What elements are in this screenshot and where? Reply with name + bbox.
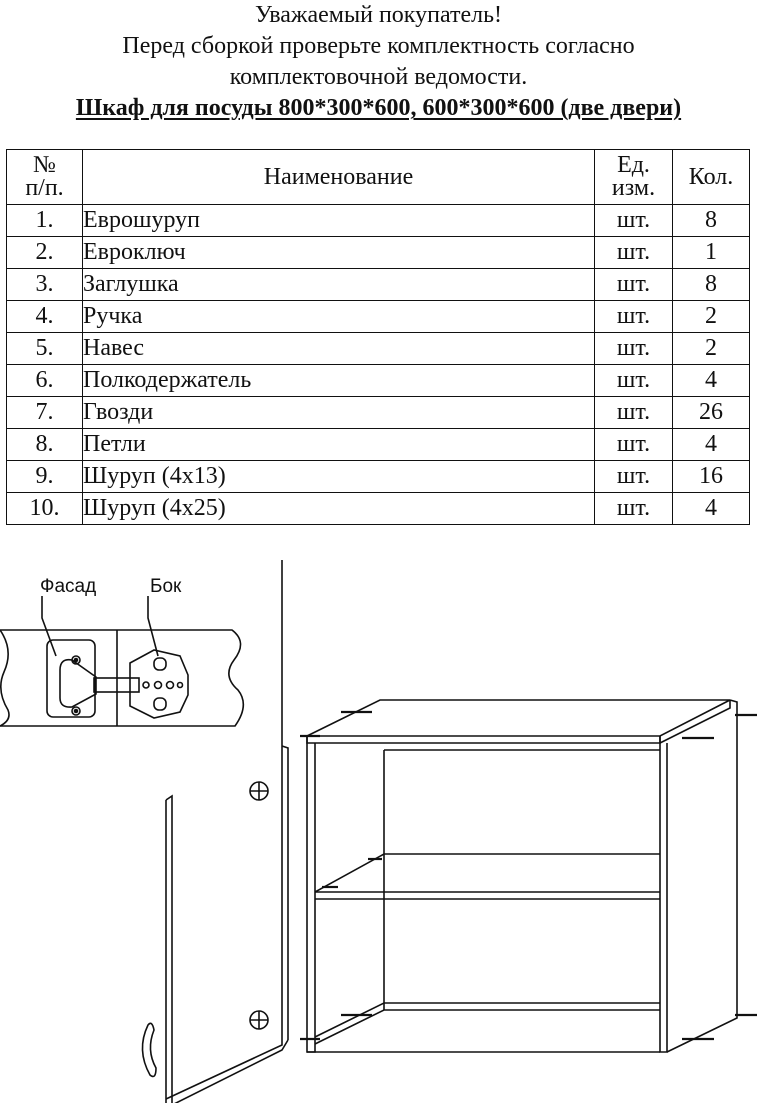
document-header — [0, 0, 757, 124]
row-number: 2. — [7, 237, 83, 269]
col-header-num: № п/п. — [7, 150, 83, 205]
row-quantity: 2 — [673, 301, 750, 333]
row-quantity: 4 — [673, 365, 750, 397]
cabinet-carcass — [300, 700, 757, 1052]
document-title: Шкаф для посуды 800*300*600, 600*300*600 (две двери) — [75, 95, 682, 121]
row-number: 7. — [7, 397, 83, 429]
row-number: 8. — [7, 429, 83, 461]
row-number: 5. — [7, 333, 83, 365]
row-unit: шт. — [595, 397, 673, 429]
row-name: Шуруп (4х13) — [83, 461, 595, 493]
row-name: Гвозди — [83, 397, 595, 429]
row-number: 10. — [7, 493, 83, 525]
col-header-unit: Ед. изм. — [595, 150, 673, 205]
table-row — [7, 301, 750, 333]
table-row — [7, 333, 750, 365]
row-quantity: 1 — [673, 237, 750, 269]
row-unit: шт. — [595, 333, 673, 365]
row-name: Навес — [83, 333, 595, 365]
row-number: 1. — [7, 205, 83, 237]
row-quantity: 8 — [673, 269, 750, 301]
row-quantity: 26 — [673, 397, 750, 429]
row-unit: шт. — [595, 461, 673, 493]
row-number: 6. — [7, 365, 83, 397]
table-row — [7, 397, 750, 429]
row-quantity: 16 — [673, 461, 750, 493]
row-name: Полкодержатель — [83, 365, 595, 397]
label-side: Бок — [150, 576, 182, 597]
row-unit: шт. — [595, 205, 673, 237]
row-unit: шт. — [595, 493, 673, 525]
row-unit: шт. — [595, 429, 673, 461]
row-number: 3. — [7, 269, 83, 301]
row-number: 9. — [7, 461, 83, 493]
label-facade: Фасад — [40, 576, 97, 597]
row-name: Заглушка — [83, 269, 595, 301]
row-quantity: 2 — [673, 333, 750, 365]
table-row — [7, 205, 750, 237]
row-name: Евроключ — [83, 237, 595, 269]
col-header-name: Наименование — [83, 150, 595, 205]
table-header-row — [7, 150, 750, 205]
row-number: 4. — [7, 301, 83, 333]
table-row — [7, 365, 750, 397]
row-unit: шт. — [595, 269, 673, 301]
row-unit: шт. — [595, 237, 673, 269]
row-unit: шт. — [595, 365, 673, 397]
instruction-line: Перед сборкой проверьте комплектность согласно — [122, 33, 635, 59]
table-row — [7, 493, 750, 525]
table-row — [7, 429, 750, 461]
greeting-line: Уважаемый покупатель! — [254, 2, 503, 28]
instruction-line-2: комплектовочной ведомости. — [229, 64, 528, 90]
row-name: Ручка — [83, 301, 595, 333]
col-header-qty: Кол. — [673, 150, 750, 205]
row-name: Петли — [83, 429, 595, 461]
row-name: Шуруп (4х25) — [83, 493, 595, 525]
table-row — [7, 269, 750, 301]
door-panel — [142, 560, 288, 1103]
row-name: Еврошуруп — [83, 205, 595, 237]
row-unit: шт. — [595, 301, 673, 333]
table-row — [7, 461, 750, 493]
row-quantity: 4 — [673, 429, 750, 461]
row-quantity: 8 — [673, 205, 750, 237]
parts-table — [6, 149, 750, 525]
hinge-detail — [0, 630, 243, 726]
table-row — [7, 237, 750, 269]
row-quantity: 4 — [673, 493, 750, 525]
assembly-drawing — [0, 560, 757, 1103]
